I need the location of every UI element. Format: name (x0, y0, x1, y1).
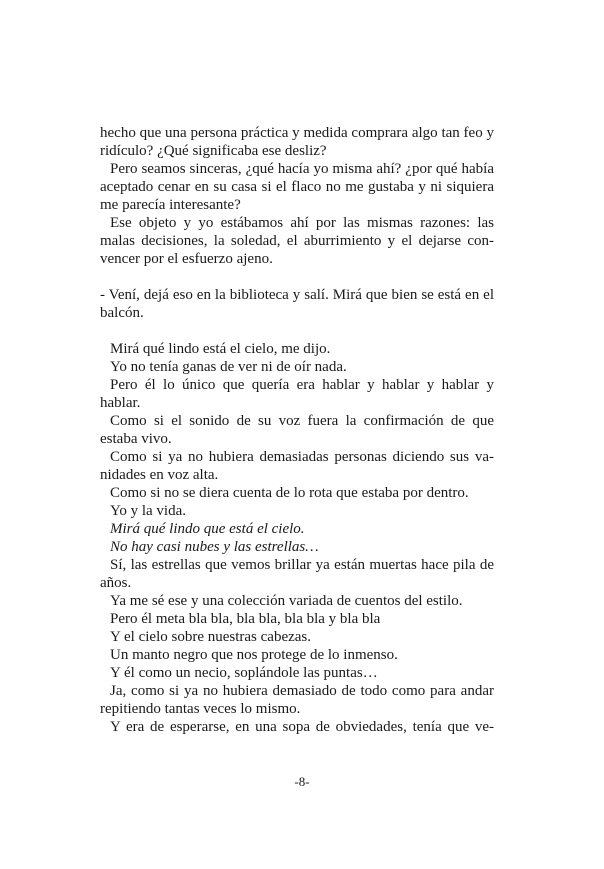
page-number: -8- (294, 774, 310, 789)
paragraph: Ese objeto y yo estábamos ahí por las mismas razones: las malas decisiones, la soledad, el aburrimiento y el dejarse convencer por el esfuerzo ajeno. (100, 215, 494, 267)
paragraph: Yo no tenía ganas de ver ni de oír nada. (110, 359, 347, 375)
paragraph: Ya me sé ese y una colección variada de cuentos del estilo. (110, 593, 463, 609)
paragraph: Y era de esperarse, en una sopa de obviedades, tenía que ve- (110, 719, 494, 735)
paragraph: Mirá qué lindo que está el cielo. (110, 521, 305, 537)
body-text (100, 124, 494, 736)
paragraph: Yo y la vida. (110, 503, 186, 519)
paragraph: Pero él meta bla bla, bla bla, bla bla y bla bla (110, 611, 381, 627)
paragraph: hecho que una persona práctica y medida comprara algo tan feo y ridículo? ¿Qué significaba ese desliz? (100, 125, 494, 159)
paragraph: No hay casi nubes y las estrellas… (110, 539, 319, 555)
paragraph: Ja, como si ya no hubiera demasiado de todo como para andar repitiendo tantas veces lo mismo. (100, 683, 494, 717)
paragraph: Y él como un necio, soplándole las puntas… (110, 665, 378, 681)
paragraph: Pero él lo único que quería era hablar y hablar y hablar y hablar. (100, 377, 494, 411)
paragraph: Un manto negro que nos protege de lo inmenso. (110, 647, 398, 663)
paragraph-spacer (100, 322, 494, 340)
paragraph: Pero seamos sinceras, ¿qué hacía yo misma ahí? ¿por qué había aceptado cenar en su casa si el flaco no me gustaba y ni siquiera me parecía interesante? (100, 161, 494, 213)
paragraph: Como si ya no hubiera demasiadas personas diciendo sus vanidades en voz alta. (100, 449, 494, 483)
dialogue-line: - Vení, dejá eso en la biblioteca y salí. Mirá que bien se está en el balcón. (100, 287, 494, 321)
paragraph: Sí, las estrellas que vemos brillar ya están muertas hace pila de años. (100, 557, 494, 591)
paragraph-spacer (100, 268, 494, 286)
paragraph: Mirá qué lindo está el cielo, me dijo. (110, 341, 331, 357)
paragraph: Como si no se diera cuenta de lo rota que estaba por dentro. (110, 485, 469, 501)
paragraph: Como si el sonido de su voz fuera la confirmación de que estaba vivo. (100, 413, 494, 447)
paragraph: Y el cielo sobre nuestras cabezas. (110, 629, 312, 645)
